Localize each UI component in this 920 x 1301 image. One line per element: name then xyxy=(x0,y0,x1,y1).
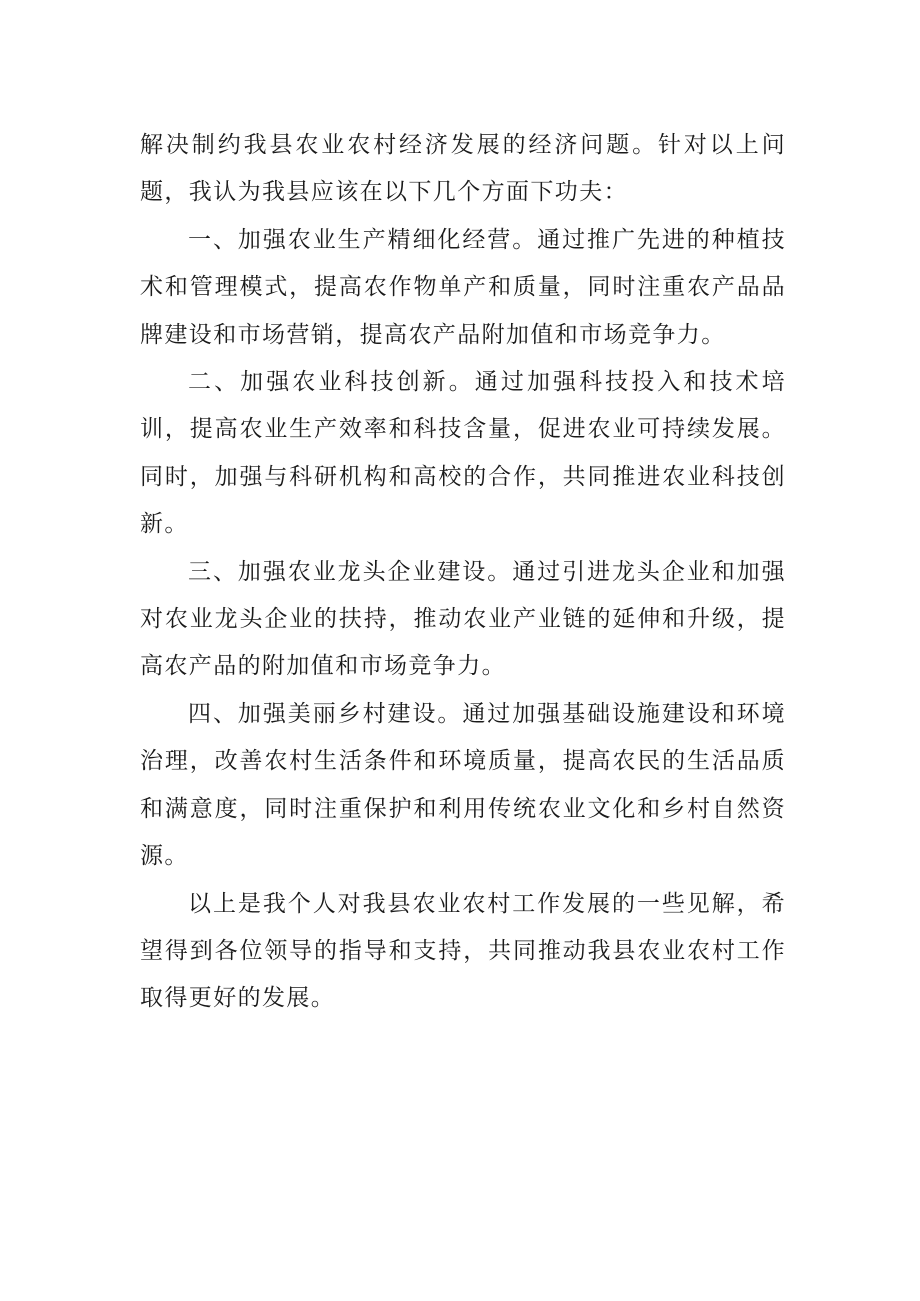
paragraph-point-4: 四、加强美丽乡村建设。通过加强基础设施建设和环境治理，改善农村生活条件和环境质量，提高农民的生活品质和满意度，同时注重保护和利用传统农业文化和乡村自然资源。 xyxy=(140,700,786,870)
paragraph-point-2: 二、加强农业科技创新。通过加强科技投入和技术培训，提高农业生产效率和科技含量，促进农业可持续发展。同时，加强与科研机构和高校的合作，共同推进农业科技创新。 xyxy=(140,369,786,538)
document-body xyxy=(140,122,786,1023)
paragraph-point-3: 三、加强农业龙头企业建设。通过引进龙头企业和加强对农业龙头企业的扶持，推动农业产业链的延伸和升级，提高农产品的附加值和市场竞争力。 xyxy=(140,558,786,680)
paragraph-point-1: 一、加强农业生产精细化经营。通过推广先进的种植技术和管理模式，提高农作物单产和质量，同时注重农产品品牌建设和市场营销，提高农产品附加值和市场竞争力。 xyxy=(140,226,786,348)
paragraph-intro-continuation: 解决制约我县农业农村经济发展的经济问题。针对以上问题，我认为我县应该在以下几个方面下功夫： xyxy=(140,132,786,206)
paragraph-conclusion: 以上是我个人对我县农业农村工作发展的一些见解，希望得到各位领导的指导和支持，共同推动我县农业农村工作取得更好的发展。 xyxy=(140,890,786,1012)
